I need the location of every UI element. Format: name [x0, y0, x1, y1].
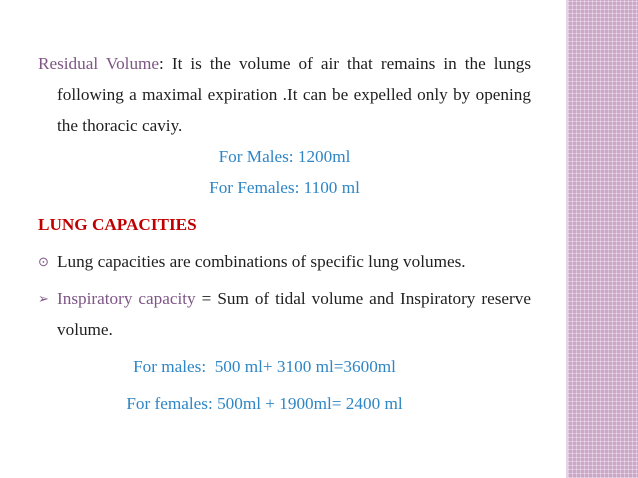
circled-dot-bullet-icon: ⊙ — [38, 254, 49, 269]
males-value: For Males: 1200ml — [218, 147, 351, 166]
bullet-text: = Sum of tidal volume and Inspiratory reserve volume. — [57, 289, 531, 339]
lung-capacities-heading: LUNG CAPACITIES — [38, 215, 197, 234]
males-calculation: For males: 500 ml+ 3100 ml=3600ml — [133, 357, 396, 376]
decorative-side-band — [568, 0, 638, 478]
arrowhead-bullet-icon: ➢ — [38, 291, 49, 306]
inspiratory-capacity-term: Inspiratory capacity — [57, 289, 196, 308]
females-value: For Females: 1100 ml — [209, 178, 360, 197]
bullet-text: Lung capacities are combinations of specific lung volumes. — [57, 252, 466, 271]
residual-volume-term: Residual Volume — [38, 54, 160, 73]
residual-volume-paragraph — [38, 48, 531, 141]
residual-volume-text: : It is the volume of air that remains in the lungs following a maximal expiration .It can be expelled only by opening the thoracic caviy. — [57, 54, 532, 135]
females-calculation: For females: 500ml + 1900ml= 2400 ml — [126, 394, 403, 413]
bullet-item — [38, 246, 531, 277]
bullet-item — [38, 283, 531, 345]
slide-content — [38, 48, 531, 419]
